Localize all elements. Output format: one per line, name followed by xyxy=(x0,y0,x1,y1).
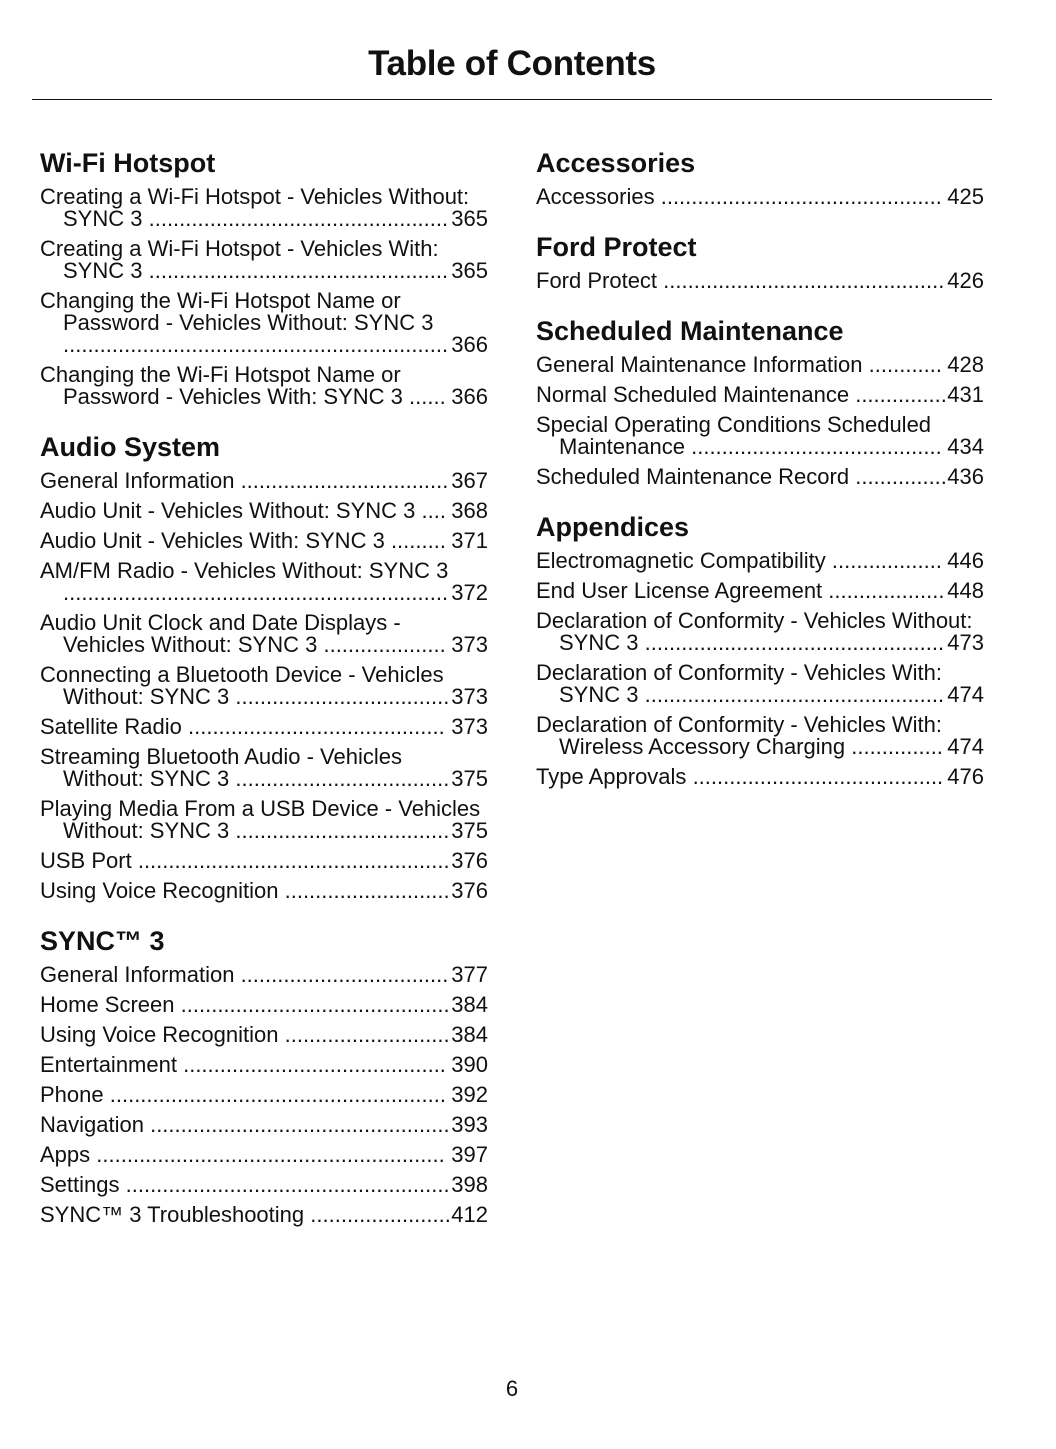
dot-leader: .................... xyxy=(323,634,446,656)
toc-entry[interactable] xyxy=(536,766,984,788)
dot-leader: ............................................................... xyxy=(63,332,449,357)
toc-entry-title: Wireless Accessory Charging xyxy=(559,734,846,759)
toc-entry[interactable] xyxy=(40,612,488,656)
toc-entry-line xyxy=(536,384,984,406)
toc-entry-page: 473 xyxy=(947,630,984,655)
toc-entry-page: 390 xyxy=(451,1052,488,1077)
toc-entry-title: Entertainment xyxy=(40,1052,177,1077)
toc-entry-title: End User License Agreement xyxy=(536,578,823,603)
toc-entry[interactable] xyxy=(40,560,488,604)
toc-entry-title: Home Screen xyxy=(40,992,175,1017)
toc-entry-page: 412 xyxy=(451,1202,488,1227)
toc-entry-title: Apps xyxy=(40,1142,91,1167)
section-heading: SYNC™ 3 xyxy=(40,926,165,956)
toc-section-ford-protect xyxy=(536,230,984,292)
toc-entry-line xyxy=(40,238,488,260)
toc-entry-line xyxy=(40,880,488,902)
toc-entry-line xyxy=(40,716,488,738)
toc-entry[interactable] xyxy=(536,714,984,758)
toc-entry-page: 448 xyxy=(947,578,984,603)
toc-entry-line xyxy=(536,550,984,572)
toc-entry[interactable] xyxy=(40,364,488,408)
toc-entry[interactable] xyxy=(40,798,488,842)
dot-leader: ................... xyxy=(828,580,945,602)
dot-leader: ................................................. xyxy=(644,684,945,706)
toc-entry-page: 392 xyxy=(451,1082,488,1107)
toc-entry-line xyxy=(40,186,488,208)
toc-entry-line xyxy=(536,270,984,292)
toc-entry-line xyxy=(536,466,984,488)
toc-entry-line xyxy=(40,582,488,604)
toc-entry-title: General Information xyxy=(40,962,235,987)
toc-entry-line xyxy=(536,684,984,706)
toc-entry-line xyxy=(40,664,488,686)
toc-entry-page: 476 xyxy=(947,764,984,789)
toc-entry-title: Without: SYNC 3 xyxy=(63,818,230,843)
dot-leader: .............................................. xyxy=(663,270,945,292)
toc-entry-line xyxy=(40,798,488,820)
toc-column-right xyxy=(536,146,984,810)
toc-entry-title: Audio Unit - Vehicles With: SYNC 3 xyxy=(40,528,385,553)
toc-entry[interactable] xyxy=(536,550,984,572)
toc-entry-line xyxy=(40,1114,488,1136)
toc-entry[interactable] xyxy=(40,664,488,708)
toc-entry-title: Audio Unit Clock and Date Displays - xyxy=(40,610,401,635)
toc-entry-title: Password - Vehicles Without: SYNC 3 xyxy=(63,310,434,335)
toc-section-accessories xyxy=(536,146,984,208)
toc-entry[interactable] xyxy=(40,500,488,522)
toc-entry[interactable] xyxy=(40,964,488,986)
toc-entry-page: 431 xyxy=(947,382,984,407)
dot-leader: ................................................... xyxy=(137,850,450,872)
toc-entry[interactable] xyxy=(40,994,488,1016)
toc-entry-line xyxy=(40,820,488,842)
dot-leader: ................................... xyxy=(235,686,450,708)
dot-leader: ...... xyxy=(409,386,446,408)
toc-entry-title: USB Port xyxy=(40,848,132,873)
dot-leader: ................................... xyxy=(235,768,450,790)
toc-entry-line xyxy=(40,560,488,582)
toc-entry-page: 373 xyxy=(451,632,488,657)
toc-entry-page: 366 xyxy=(451,332,488,357)
section-heading: Scheduled Maintenance xyxy=(536,316,844,346)
toc-entry-page: 426 xyxy=(947,268,984,293)
toc-entry-title: Maintenance xyxy=(559,434,685,459)
toc-entry-page: 376 xyxy=(451,848,488,873)
dot-leader: ................................................. xyxy=(148,260,449,282)
toc-entry-page: 434 xyxy=(947,434,984,459)
toc-entry[interactable] xyxy=(40,1174,488,1196)
toc-entry-page: 365 xyxy=(451,206,488,231)
toc-entry-page: 398 xyxy=(451,1172,488,1197)
toc-entry-page: 368 xyxy=(451,498,488,523)
dot-leader: ....................................................... xyxy=(109,1084,446,1106)
dot-leader: ................................................. xyxy=(644,632,945,654)
title-divider xyxy=(32,99,992,100)
toc-entry-title: Type Approvals xyxy=(536,764,687,789)
toc-entry-title: Changing the Wi-Fi Hotspot Name or xyxy=(40,362,401,387)
toc-entry-line xyxy=(536,736,984,758)
toc-section-audio-system xyxy=(40,430,488,902)
toc-entry-page: 373 xyxy=(451,714,488,739)
toc-entry-page: 428 xyxy=(947,352,984,377)
toc-entry-line xyxy=(536,714,984,736)
toc-entry-page: 377 xyxy=(451,962,488,987)
toc-entry-title: Streaming Bluetooth Audio - Vehicles xyxy=(40,744,403,769)
toc-entry-title: Satellite Radio xyxy=(40,714,182,739)
toc-entry-title: Playing Media From a USB Device - Vehicles xyxy=(40,796,481,821)
toc-entry-line xyxy=(40,994,488,1016)
toc-entry-line xyxy=(40,634,488,656)
toc-entry-line xyxy=(536,580,984,602)
toc-entry-page: 436 xyxy=(947,464,984,489)
toc-entry-title: Settings xyxy=(40,1172,120,1197)
toc-entry[interactable] xyxy=(536,354,984,376)
toc-entry-line xyxy=(40,612,488,634)
toc-entry-line xyxy=(40,386,488,408)
toc-entry-line xyxy=(40,312,488,334)
toc-entry-title: SYNC 3 xyxy=(559,682,639,707)
toc-entry[interactable] xyxy=(40,530,488,552)
toc-entry-title: Creating a Wi-Fi Hotspot - Vehicles With: xyxy=(40,236,439,261)
toc-entry-page: 376 xyxy=(451,878,488,903)
toc-entry[interactable] xyxy=(536,466,984,488)
dot-leader: ............................................................... xyxy=(63,580,449,605)
toc-entry-page: 375 xyxy=(451,818,488,843)
toc-entry[interactable] xyxy=(536,610,984,654)
toc-entry-page: 446 xyxy=(947,548,984,573)
toc-entry-title: General Information xyxy=(40,468,235,493)
toc-entry[interactable] xyxy=(40,470,488,492)
toc-entry-title: Connecting a Bluetooth Device - Vehicles xyxy=(40,662,444,687)
toc-entry-line xyxy=(40,686,488,708)
toc-entry-page: 384 xyxy=(451,1022,488,1047)
page-title: Table of Contents xyxy=(368,44,656,83)
toc-column-left xyxy=(40,146,488,1248)
dot-leader: ....................... xyxy=(310,1204,451,1226)
toc-entry-title: Using Voice Recognition xyxy=(40,1022,279,1047)
page-number: 6 xyxy=(505,1376,519,1401)
toc-entry-title: Special Operating Conditions Scheduled xyxy=(536,412,932,437)
toc-section-appendices xyxy=(536,510,984,788)
dot-leader: .......................................... xyxy=(188,716,445,738)
toc-entry-title: SYNC™ 3 Troubleshooting xyxy=(40,1202,305,1227)
toc-entry-line xyxy=(536,632,984,654)
dot-leader: ........................................... xyxy=(183,1054,446,1076)
dot-leader: ............... xyxy=(855,466,947,488)
toc-entry-line xyxy=(40,470,488,492)
toc-entry-title: SYNC 3 xyxy=(559,630,639,655)
toc-entry-title: Electromagnetic Compatibility xyxy=(536,548,826,573)
toc-entry[interactable] xyxy=(536,186,984,208)
toc-entry-page: 474 xyxy=(947,734,984,759)
toc-entry[interactable] xyxy=(40,1024,488,1046)
dot-leader: ............... xyxy=(855,384,947,406)
toc-entry-line xyxy=(40,850,488,872)
toc-entry[interactable] xyxy=(40,1114,488,1136)
dot-leader: ..................................................... xyxy=(125,1174,450,1196)
toc-entry-title: Ford Protect xyxy=(536,268,658,293)
toc-entry-title: Declaration of Conformity - Vehicles With: xyxy=(536,660,942,685)
toc-entry[interactable] xyxy=(40,1084,488,1106)
toc-section-wi-fi-hotspot xyxy=(40,146,488,408)
toc-entry[interactable] xyxy=(40,880,488,902)
section-heading: Accessories xyxy=(536,148,696,178)
toc-entry-line xyxy=(40,1204,488,1226)
toc-entry[interactable] xyxy=(536,414,984,458)
dot-leader: ................................................. xyxy=(150,1114,450,1136)
toc-entry-title: Phone xyxy=(40,1082,104,1107)
toc-entry-line xyxy=(40,1054,488,1076)
section-heading: Wi-Fi Hotspot xyxy=(40,148,216,178)
toc-entry-title: AM/FM Radio - Vehicles Without: SYNC 3 xyxy=(40,558,449,583)
toc-entry-title: Navigation xyxy=(40,1112,144,1137)
toc-entry-page: 373 xyxy=(451,684,488,709)
toc-entry-title: Declaration of Conformity - Vehicles With: xyxy=(536,712,942,737)
toc-entry-line xyxy=(536,354,984,376)
toc-entry-page: 371 xyxy=(451,528,488,553)
dot-leader: ......................................... xyxy=(692,766,944,788)
dot-leader: .................................. xyxy=(240,470,449,492)
toc-entry-page: 397 xyxy=(451,1142,488,1167)
toc-entry[interactable] xyxy=(40,290,488,356)
toc-entry-page: 366 xyxy=(451,384,488,409)
toc-entry[interactable] xyxy=(536,662,984,706)
toc-entry-line xyxy=(40,1024,488,1046)
toc-entry-title: Without: SYNC 3 xyxy=(63,684,230,709)
toc-entry-line xyxy=(40,1084,488,1106)
dot-leader: ............................................ xyxy=(180,994,450,1016)
toc-entry[interactable] xyxy=(40,850,488,872)
toc-entry-line xyxy=(536,186,984,208)
toc-entry[interactable] xyxy=(40,186,488,230)
toc-entry[interactable] xyxy=(536,384,984,406)
section-heading: Audio System xyxy=(40,432,221,462)
dot-leader: .... xyxy=(421,500,446,522)
dot-leader: ............... xyxy=(851,736,943,758)
dot-leader: .................. xyxy=(831,550,942,572)
toc-entry-line xyxy=(536,414,984,436)
toc-entry-line xyxy=(40,334,488,356)
section-heading: Appendices xyxy=(536,512,690,542)
toc-entry[interactable] xyxy=(40,238,488,282)
toc-entry-line xyxy=(536,610,984,632)
toc-entry[interactable] xyxy=(536,270,984,292)
toc-entry-title: SYNC 3 xyxy=(63,258,143,283)
dot-leader: ........................... xyxy=(284,1024,450,1046)
toc-entry[interactable] xyxy=(40,1054,488,1076)
toc-entry-title: Without: SYNC 3 xyxy=(63,766,230,791)
toc-section-sync-3 xyxy=(40,924,488,1226)
toc-entry-title: SYNC 3 xyxy=(63,206,143,231)
dot-leader: ......... xyxy=(390,530,446,552)
dot-leader: .............................................. xyxy=(660,186,942,208)
toc-section-scheduled-maintenance xyxy=(536,314,984,488)
toc-entry-page: 474 xyxy=(947,682,984,707)
dot-leader: .................................. xyxy=(240,964,449,986)
dot-leader: ........................... xyxy=(284,880,450,902)
toc-entry-line xyxy=(40,500,488,522)
toc-entry[interactable] xyxy=(40,1144,488,1166)
toc-entry-page: 384 xyxy=(451,992,488,1017)
toc-entry-line xyxy=(40,530,488,552)
dot-leader: ......................................................... xyxy=(96,1144,445,1166)
toc-entry-title: Using Voice Recognition xyxy=(40,878,279,903)
toc-entry-title: Declaration of Conformity - Vehicles Without: xyxy=(536,608,973,633)
toc-entry-line xyxy=(40,208,488,230)
toc-entry-page: 367 xyxy=(451,468,488,493)
toc-entry[interactable] xyxy=(536,580,984,602)
toc-entry-title: Accessories xyxy=(536,184,655,209)
dot-leader: ................................................. xyxy=(148,208,449,230)
toc-entry-page: 375 xyxy=(451,766,488,791)
toc-entry-line xyxy=(40,1144,488,1166)
toc-entry-page: 372 xyxy=(451,580,488,605)
toc-entry-page: 393 xyxy=(451,1112,488,1137)
toc-entry-title: Password - Vehicles With: SYNC 3 xyxy=(63,384,403,409)
toc-entry-title: Changing the Wi-Fi Hotspot Name or xyxy=(40,288,401,313)
toc-entry-title: General Maintenance Information xyxy=(536,352,863,377)
toc-entry-title: Creating a Wi-Fi Hotspot - Vehicles Without: xyxy=(40,184,470,209)
toc-entry-title: Scheduled Maintenance Record xyxy=(536,464,850,489)
toc-entry-line xyxy=(40,964,488,986)
toc-entry-line xyxy=(40,746,488,768)
toc-entry-line xyxy=(40,364,488,386)
toc-entry-title: Normal Scheduled Maintenance xyxy=(536,382,850,407)
toc-entry-line xyxy=(40,768,488,790)
toc-entry-line xyxy=(40,260,488,282)
toc-entry[interactable] xyxy=(40,716,488,738)
toc-entry-page: 425 xyxy=(947,184,984,209)
toc-entry-line xyxy=(536,766,984,788)
toc-entry-page: 365 xyxy=(451,258,488,283)
section-heading: Ford Protect xyxy=(536,232,697,262)
dot-leader: ................................... xyxy=(235,820,450,842)
toc-entry-line xyxy=(40,290,488,312)
toc-entry-line xyxy=(536,436,984,458)
dot-leader: ......................................... xyxy=(691,436,942,458)
toc-entry-title: Audio Unit - Vehicles Without: SYNC 3 xyxy=(40,498,416,523)
dot-leader: ............ xyxy=(868,354,943,376)
toc-entry-line xyxy=(40,1174,488,1196)
toc-entry[interactable] xyxy=(40,746,488,790)
toc-entry[interactable] xyxy=(40,1204,488,1226)
toc-entry-title: Vehicles Without: SYNC 3 xyxy=(63,632,318,657)
toc-entry-line xyxy=(536,662,984,684)
